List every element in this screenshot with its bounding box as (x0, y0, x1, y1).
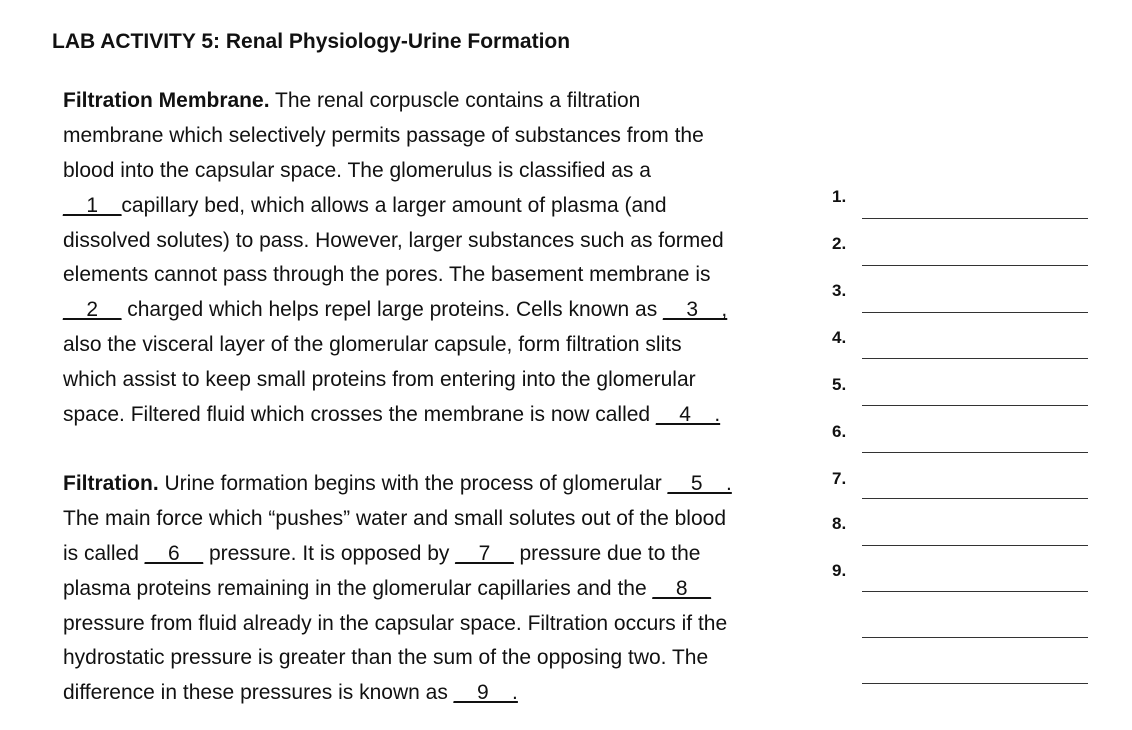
text-line (63, 189, 833, 224)
text-segment: plasma proteins remaining in the glomerular capillaries and the (63, 576, 653, 600)
text-segment: difference in these pressures is known as (63, 681, 454, 705)
answer-line-4[interactable] (862, 358, 1088, 359)
text-segment: charged which helps repel large proteins. Cells known as (121, 298, 664, 322)
text-line: The main force which “pushes” water and small solutes out of the blood (63, 506, 727, 530)
text-line (63, 537, 833, 572)
answer-label-5: 5. (832, 375, 847, 394)
answer-line-extra-1[interactable] (862, 637, 1088, 638)
answer-line-extra-2[interactable] (862, 683, 1088, 684)
answer-label-8: 8. (832, 514, 847, 533)
blank-8: __8__ (652, 576, 711, 600)
text-line: dissolved solutes) to pass. However, larger substances such as formed (63, 228, 724, 252)
text-line: also the visceral layer of the glomerular capsule, form filtration slits (63, 333, 682, 357)
blank-1: __1__ (63, 193, 122, 217)
answer-label-9: 9. (832, 561, 847, 580)
answer-line-2[interactable] (862, 265, 1088, 266)
blank-6: __6__ (144, 541, 204, 565)
answer-line-5[interactable] (862, 405, 1088, 406)
text-segment: capillary bed, which allows a larger amount of plasma (and (121, 193, 667, 217)
text-line: membrane which selectively permits passage of substances from the (63, 123, 704, 147)
answer-label-3: 3. (832, 281, 847, 300)
answer-label-7: 7. (832, 469, 847, 488)
section-heading: Filtration Membrane. (63, 89, 270, 112)
answer-line-3[interactable] (862, 312, 1088, 313)
text-line: pressure from fluid already in the capsular space. Filtration occurs if the (63, 611, 728, 635)
blank-4: __4__. (655, 403, 721, 427)
page-title: LAB ACTIVITY 5: Renal Physiology-Urine Formation (52, 30, 571, 53)
answer-line-9[interactable] (862, 591, 1088, 592)
filtration-paragraph (63, 467, 833, 711)
blank-9: __9__. (453, 681, 518, 705)
answer-line-1[interactable] (862, 218, 1088, 219)
answer-label-1: 1. (832, 187, 847, 206)
text-segment: pressure due to the (513, 541, 701, 565)
text-segment: The renal corpuscle contains a filtration (269, 89, 641, 112)
section-heading: Filtration. (63, 472, 159, 495)
answer-label-6: 6. (832, 422, 847, 441)
text-line: which assist to keep small proteins from entering into the glomerular (63, 368, 696, 392)
answer-label-4: 4. (832, 328, 847, 347)
blank-2: __2__ (63, 298, 122, 322)
text-segment: is called (63, 541, 145, 565)
text-segment: Urine formation begins with the process of glomerular (158, 472, 668, 495)
answer-line-8[interactable] (862, 545, 1088, 546)
text-line: blood into the capsular space. The glomerulus is classified as a (63, 158, 651, 182)
text-line (63, 467, 833, 502)
text-segment: pressure. It is opposed by (203, 541, 456, 565)
text-line: hydrostatic pressure is greater than the sum of the opposing two. The (63, 646, 709, 670)
answer-label-2: 2. (832, 234, 847, 253)
answer-line-6[interactable] (862, 452, 1088, 453)
text-segment: space. Filtered fluid which crosses the membrane is now called (63, 403, 656, 427)
text-line (63, 398, 833, 433)
filtration-membrane-paragraph (63, 84, 833, 433)
blank-3: __3__, (663, 298, 728, 322)
text-line: elements cannot pass through the pores. The basement membrane is (63, 263, 711, 287)
answer-line-7[interactable] (862, 498, 1088, 499)
blank-7: __7__ (455, 541, 514, 565)
blank-5: __5__. (667, 472, 732, 495)
text-line (63, 84, 833, 119)
text-line (63, 572, 833, 607)
text-line (63, 676, 833, 711)
text-line (63, 293, 833, 328)
